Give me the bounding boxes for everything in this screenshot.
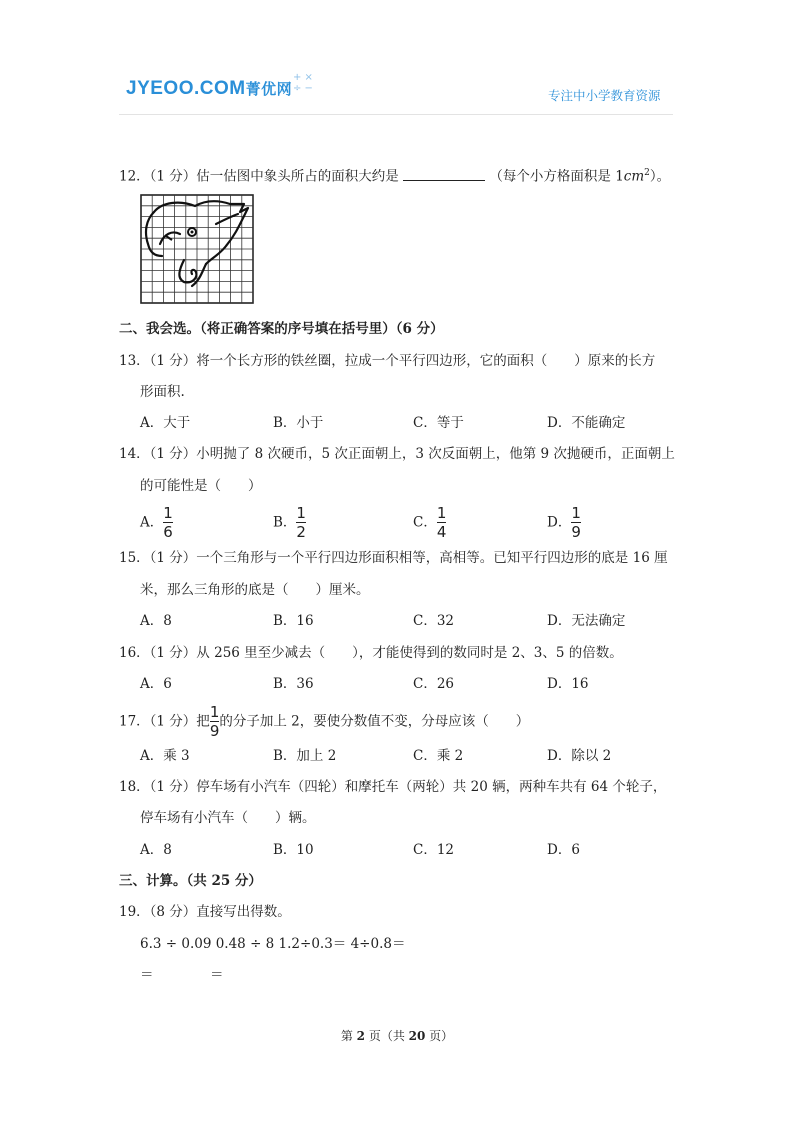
question-12 bbox=[119, 163, 670, 187]
numerator: 1 bbox=[436, 504, 447, 522]
denominator: 2 bbox=[296, 523, 306, 541]
q14-option-b bbox=[273, 505, 306, 540]
fraction bbox=[210, 704, 220, 739]
footer-text: 页） bbox=[425, 1029, 454, 1043]
q15-option-b: B．16 bbox=[273, 613, 314, 629]
page-footer bbox=[0, 1027, 794, 1044]
q18-option-c: C．12 bbox=[413, 842, 455, 858]
q12-unit: cm bbox=[623, 168, 645, 185]
q17-text-a: 17．（1 分）把 bbox=[119, 713, 210, 730]
q16-option-a: A．6 bbox=[140, 676, 172, 692]
section-heading-2: 二、我会选。（将正确答案的序号填在括号里）（6 分） bbox=[119, 321, 444, 337]
numerator: 1 bbox=[571, 504, 581, 522]
q14-option-c bbox=[413, 505, 446, 540]
q15-line2: 米，那么三角形的底是（ ）厘米。 bbox=[140, 582, 370, 598]
denominator: 9 bbox=[209, 722, 220, 740]
q18-line2: 停车场有小汽车（ ）辆。 bbox=[140, 810, 316, 826]
q12-sup: 2 bbox=[644, 168, 650, 178]
logo-cn: 菁优网 bbox=[245, 81, 293, 98]
numerator: 1 bbox=[163, 504, 173, 522]
tagline: 专注中小学教育资源 bbox=[548, 88, 661, 103]
q15-option-d: D．无法确定 bbox=[547, 613, 626, 629]
q13-line2: 形面积. bbox=[140, 384, 185, 400]
q15-option-a: A．8 bbox=[140, 613, 172, 629]
q13-option-b: B．小于 bbox=[273, 415, 324, 431]
q13-option-c: C．等于 bbox=[413, 415, 464, 431]
q12-text: 12．（1 分）估一估图中象头所占的面积大约是 bbox=[119, 168, 399, 185]
q13-option-a: A．大于 bbox=[140, 415, 191, 431]
q15-option-c: C．32 bbox=[413, 613, 455, 629]
header-divider bbox=[119, 114, 673, 115]
fraction bbox=[571, 505, 581, 540]
q16-line1: 16．（1 分）从 256 里至少减去（ ），才能使得到的数同时是 2、3、5 的倍数。 bbox=[119, 645, 623, 661]
q16-option-c: C．26 bbox=[413, 676, 455, 692]
q14-line1: 14．（1 分）小明抛了 8 次硬币，5 次正面朝上，3 次反面朝上，他第 9 次抛硬币，正面朝上 bbox=[119, 446, 675, 462]
answer-blank bbox=[403, 168, 485, 181]
elephant-grid-figure bbox=[140, 194, 256, 306]
fraction bbox=[296, 505, 306, 540]
q18-option-a: A．8 bbox=[140, 842, 172, 858]
section-heading-3: 三、计算。（共 25 分） bbox=[119, 873, 262, 889]
denominator: 6 bbox=[163, 523, 173, 541]
q18-option-b: B．10 bbox=[273, 842, 314, 858]
q17-option-a: A．乘 3 bbox=[140, 748, 190, 764]
q18-option-d: D．6 bbox=[547, 842, 580, 858]
q17-option-d: D．除以 2 bbox=[547, 748, 612, 764]
q12-end: ）。 bbox=[649, 168, 671, 185]
site-logo bbox=[126, 78, 292, 100]
q13-line1: 13．（1 分）将一个长方形的铁丝圈，拉成一个平行四边形，它的面积（ ）原来的长方 bbox=[119, 353, 656, 369]
q12-note: （每个小方格面积是 1 bbox=[489, 168, 624, 185]
q16-option-d: D．16 bbox=[547, 676, 589, 692]
option-letter: B． bbox=[273, 514, 297, 531]
q19-equals-1: ＝ bbox=[140, 967, 154, 983]
q19-equals-2: ＝ bbox=[210, 967, 224, 983]
denominator: 9 bbox=[571, 523, 581, 541]
q19-expressions: 6.3 ÷ 0.09 0.48 ÷ 8 1.2÷0.3＝ 4÷0.8＝ bbox=[140, 936, 406, 952]
q13-option-d: D．不能确定 bbox=[547, 415, 626, 431]
q17-option-c: C．乘 2 bbox=[413, 748, 464, 764]
numerator: 1 bbox=[209, 703, 220, 721]
footer-text: 第 bbox=[340, 1029, 357, 1043]
q14-line2: 的可能性是（ ） bbox=[140, 478, 262, 494]
page-number: 2 bbox=[356, 1029, 365, 1043]
q15-line1: 15．（1 分）一个三角形与一个平行四边形面积相等，高相等。已知平行四边形的底是 16 厘 bbox=[119, 550, 668, 566]
option-letter: D． bbox=[547, 514, 572, 531]
total-pages: 20 bbox=[408, 1029, 426, 1043]
footer-text: 页（共 bbox=[365, 1029, 409, 1043]
fraction bbox=[163, 505, 173, 540]
q18-line1: 18．（1 分）停车场有小汽车（四轮）和摩托车（两轮）共 20 辆，两种车共有 64 个轮子， bbox=[119, 779, 667, 795]
fraction bbox=[437, 505, 447, 540]
logo-en: JYEOO.COM bbox=[126, 78, 246, 99]
numerator: 1 bbox=[296, 504, 306, 522]
q17-option-b: B．加上 2 bbox=[273, 748, 337, 764]
q14-option-a bbox=[140, 505, 173, 540]
q19-line1: 19．（8 分）直接写出得数。 bbox=[119, 904, 291, 920]
logo-math-icon: + × ÷ − bbox=[293, 72, 313, 94]
q16-option-b: B．36 bbox=[273, 676, 314, 692]
question-17 bbox=[119, 704, 529, 739]
q17-text-b: 的分子加上 2，要使分数值不变，分母应该（ ） bbox=[219, 713, 530, 730]
q14-option-d bbox=[547, 505, 581, 540]
option-letter: C． bbox=[413, 514, 437, 531]
option-letter: A． bbox=[140, 514, 164, 531]
denominator: 4 bbox=[436, 523, 447, 541]
